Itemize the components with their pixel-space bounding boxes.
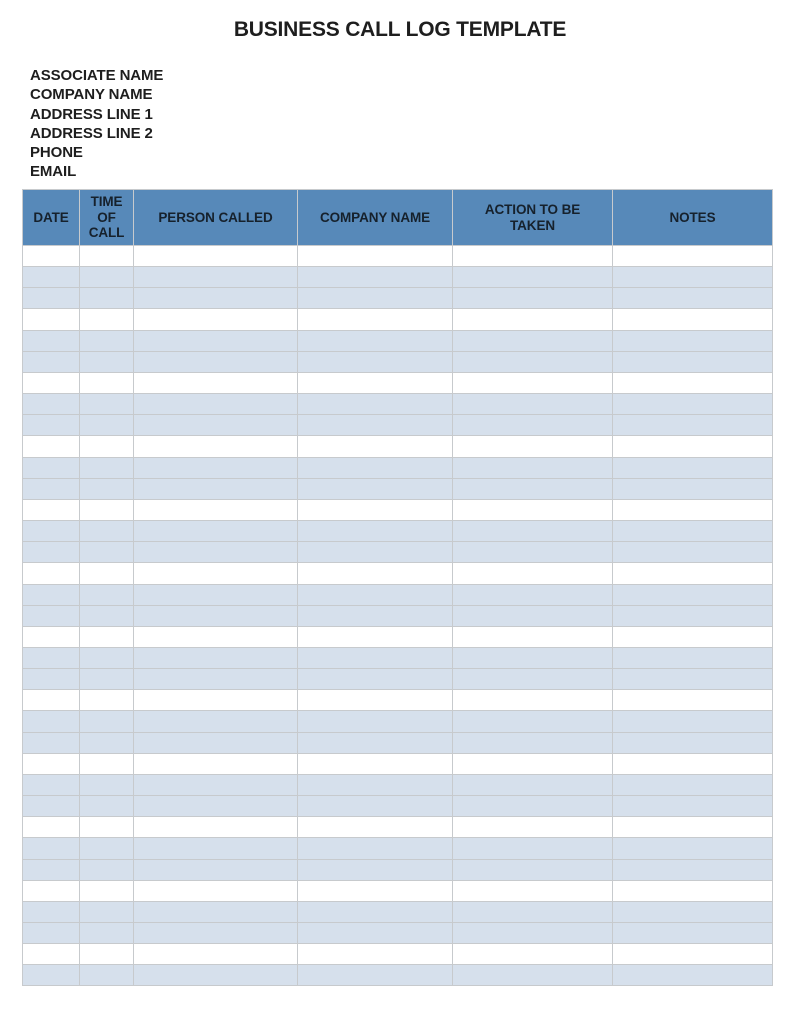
log-cell[interactable] [134,647,298,668]
log-cell[interactable] [298,521,453,542]
log-cell[interactable] [298,626,453,647]
log-cell[interactable] [613,288,773,309]
log-cell[interactable] [80,817,134,838]
log-cell[interactable] [453,415,613,436]
log-cell[interactable] [298,246,453,267]
log-cell[interactable] [80,753,134,774]
log-cell[interactable] [613,944,773,965]
log-cell[interactable] [453,753,613,774]
log-cell[interactable] [453,880,613,901]
log-cell[interactable] [23,711,80,732]
log-cell[interactable] [23,965,80,986]
log-cell[interactable] [23,394,80,415]
log-cell[interactable] [613,753,773,774]
log-cell[interactable] [80,563,134,584]
log-cell[interactable] [80,394,134,415]
log-cell[interactable] [134,288,298,309]
log-cell[interactable] [613,457,773,478]
col-header-person-called [134,190,298,246]
log-cell[interactable] [80,626,134,647]
log-cell[interactable] [134,372,298,393]
log-cell[interactable] [298,478,453,499]
log-cell[interactable] [453,711,613,732]
log-cell[interactable] [134,753,298,774]
log-cell[interactable] [453,267,613,288]
info-line-email: EMAIL [30,163,77,181]
log-cell[interactable] [453,457,613,478]
log-row [23,436,773,457]
log-cell[interactable] [298,859,453,880]
log-cell[interactable] [23,626,80,647]
log-cell[interactable] [453,923,613,944]
log-cell[interactable] [298,288,453,309]
col-header-notes [613,190,773,246]
log-cell[interactable] [23,838,80,859]
log-cell[interactable] [23,521,80,542]
log-cell[interactable] [134,542,298,563]
log-cell[interactable] [80,330,134,351]
log-row [23,965,773,986]
log-cell[interactable] [613,309,773,330]
log-cell[interactable] [613,838,773,859]
log-row [23,521,773,542]
log-cell[interactable] [453,351,613,372]
log-row [23,330,773,351]
log-cell[interactable] [23,859,80,880]
log-cell[interactable] [453,669,613,690]
log-cell[interactable] [613,817,773,838]
log-cell[interactable] [23,901,80,922]
log-cell[interactable] [134,838,298,859]
log-cell[interactable] [23,753,80,774]
log-row [23,605,773,626]
log-cell[interactable] [298,436,453,457]
log-cell[interactable] [23,309,80,330]
log-cell[interactable] [613,478,773,499]
log-row [23,838,773,859]
col-header-company-name-label: COMPANY NAME [319,209,431,225]
log-cell[interactable] [298,415,453,436]
log-cell[interactable] [613,732,773,753]
call-log-table [22,189,773,986]
log-row [23,880,773,901]
log-cell[interactable] [613,542,773,563]
log-row [23,563,773,584]
log-cell[interactable] [298,880,453,901]
log-cell[interactable] [80,944,134,965]
log-cell[interactable] [80,415,134,436]
log-cell[interactable] [453,647,613,668]
log-cell[interactable] [23,457,80,478]
info-line-address-1: ADDRESS LINE 1 [30,105,153,123]
log-cell[interactable] [613,351,773,372]
log-cell[interactable] [613,880,773,901]
log-row [23,923,773,944]
log-cell[interactable] [23,690,80,711]
log-cell[interactable] [134,817,298,838]
log-cell[interactable] [23,246,80,267]
log-row [23,796,773,817]
log-cell[interactable] [134,563,298,584]
log-cell[interactable] [134,774,298,795]
log-cell[interactable] [613,499,773,520]
log-row [23,817,773,838]
log-cell[interactable] [298,605,453,626]
log-cell[interactable] [298,944,453,965]
log-cell[interactable] [613,859,773,880]
log-cell[interactable] [134,478,298,499]
log-cell[interactable] [453,288,613,309]
log-row [23,584,773,605]
log-cell[interactable] [80,880,134,901]
log-cell[interactable] [298,563,453,584]
log-cell[interactable] [298,690,453,711]
log-row [23,753,773,774]
log-cell[interactable] [134,605,298,626]
log-cell[interactable] [80,521,134,542]
log-cell[interactable] [613,669,773,690]
log-cell[interactable] [613,330,773,351]
log-cell[interactable] [453,732,613,753]
log-cell[interactable] [453,584,613,605]
log-cell[interactable] [453,330,613,351]
log-cell[interactable] [613,774,773,795]
log-cell[interactable] [134,521,298,542]
log-cell[interactable] [134,859,298,880]
log-cell[interactable] [613,267,773,288]
log-cell[interactable] [613,415,773,436]
log-cell[interactable] [134,267,298,288]
log-row [23,732,773,753]
log-cell[interactable] [134,880,298,901]
log-cell[interactable] [23,796,80,817]
log-cell[interactable] [453,563,613,584]
log-cell[interactable] [134,584,298,605]
log-row [23,647,773,668]
log-cell[interactable] [80,923,134,944]
log-cell[interactable] [80,859,134,880]
col-header-person-called-label: PERSON CALLED [158,209,273,225]
log-cell[interactable] [23,605,80,626]
log-cell[interactable] [298,901,453,922]
log-cell[interactable] [23,267,80,288]
log-cell[interactable] [613,923,773,944]
log-cell[interactable] [23,669,80,690]
log-cell[interactable] [134,965,298,986]
log-cell[interactable] [613,626,773,647]
log-row [23,499,773,520]
log-cell[interactable] [613,394,773,415]
log-cell[interactable] [613,901,773,922]
log-cell[interactable] [298,309,453,330]
log-cell[interactable] [134,901,298,922]
log-cell[interactable] [80,457,134,478]
log-cell[interactable] [80,690,134,711]
table-header-row [23,190,773,246]
log-cell[interactable] [80,351,134,372]
col-header-company-name [298,190,453,246]
log-row [23,944,773,965]
log-cell[interactable] [23,944,80,965]
log-cell[interactable] [453,521,613,542]
log-cell[interactable] [298,732,453,753]
info-line-phone: PHONE [30,144,83,162]
log-cell[interactable] [80,246,134,267]
log-cell[interactable] [134,669,298,690]
log-cell[interactable] [613,563,773,584]
log-cell[interactable] [298,584,453,605]
info-line-associate-name: ASSOCIATE NAME [30,67,164,84]
col-header-date-label: DATE [33,209,69,225]
log-cell[interactable] [453,626,613,647]
log-cell[interactable] [134,626,298,647]
log-cell[interactable] [453,838,613,859]
page-title: BUSINESS CALL LOG TEMPLATE [233,18,567,41]
log-cell[interactable] [23,372,80,393]
col-header-notes-label: NOTES [669,209,716,225]
log-cell[interactable] [613,965,773,986]
log-cell[interactable] [298,457,453,478]
log-cell[interactable] [298,669,453,690]
log-row [23,901,773,922]
log-row [23,711,773,732]
log-cell[interactable] [134,690,298,711]
log-row [23,859,773,880]
log-cell[interactable] [298,351,453,372]
log-cell[interactable] [298,817,453,838]
log-cell[interactable] [23,351,80,372]
log-row [23,774,773,795]
log-cell[interactable] [613,711,773,732]
log-cell[interactable] [80,901,134,922]
info-line-address-2: ADDRESS LINE 2 [30,124,153,142]
log-cell[interactable] [298,774,453,795]
log-row [23,394,773,415]
log-cell[interactable] [134,944,298,965]
log-row [23,690,773,711]
log-cell[interactable] [613,436,773,457]
log-cell[interactable] [23,330,80,351]
log-row [23,246,773,267]
log-row [23,542,773,563]
col-header-time-of-call-label: TIME OF CALL [88,193,125,241]
log-cell[interactable] [453,478,613,499]
log-cell[interactable] [134,351,298,372]
log-cell[interactable] [80,478,134,499]
log-cell[interactable] [134,394,298,415]
log-cell[interactable] [298,965,453,986]
log-cell[interactable] [23,478,80,499]
log-cell[interactable] [80,965,134,986]
log-row [23,457,773,478]
log-cell[interactable] [80,372,134,393]
log-cell[interactable] [134,309,298,330]
log-cell[interactable] [23,647,80,668]
col-header-date [23,190,80,246]
log-cell[interactable] [453,499,613,520]
log-cell[interactable] [134,711,298,732]
log-cell[interactable] [453,859,613,880]
log-cell[interactable] [23,774,80,795]
log-cell[interactable] [613,246,773,267]
log-cell[interactable] [23,415,80,436]
log-cell[interactable] [80,542,134,563]
log-cell[interactable] [298,330,453,351]
log-cell[interactable] [453,605,613,626]
log-cell[interactable] [134,246,298,267]
log-cell[interactable] [298,796,453,817]
log-cell[interactable] [453,309,613,330]
log-cell[interactable] [453,817,613,838]
log-cell[interactable] [80,711,134,732]
log-cell[interactable] [298,542,453,563]
col-header-time-of-call [80,190,134,246]
log-cell[interactable] [134,457,298,478]
log-row [23,267,773,288]
log-cell[interactable] [80,499,134,520]
log-cell[interactable] [80,584,134,605]
log-cell[interactable] [80,647,134,668]
log-cell[interactable] [23,923,80,944]
info-block [30,66,163,182]
log-row [23,372,773,393]
log-cell[interactable] [134,796,298,817]
log-cell[interactable] [453,796,613,817]
col-header-action [453,190,613,246]
log-cell[interactable] [298,499,453,520]
log-cell[interactable] [613,521,773,542]
log-cell[interactable] [453,690,613,711]
log-cell[interactable] [23,563,80,584]
log-cell[interactable] [134,923,298,944]
log-row [23,478,773,499]
log-cell[interactable] [613,647,773,668]
log-cell[interactable] [298,372,453,393]
log-cell[interactable] [80,669,134,690]
log-cell[interactable] [613,605,773,626]
log-cell[interactable] [298,711,453,732]
log-row [23,288,773,309]
log-cell[interactable] [453,965,613,986]
log-cell[interactable] [80,288,134,309]
log-cell[interactable] [613,584,773,605]
log-cell[interactable] [23,288,80,309]
log-cell[interactable] [134,436,298,457]
log-cell[interactable] [23,732,80,753]
log-cell[interactable] [80,267,134,288]
log-cell[interactable] [134,499,298,520]
log-cell[interactable] [453,436,613,457]
log-row [23,351,773,372]
log-row [23,669,773,690]
log-cell[interactable] [80,732,134,753]
log-cell[interactable] [613,372,773,393]
log-cell[interactable] [298,923,453,944]
log-cell[interactable] [134,415,298,436]
log-cell[interactable] [23,542,80,563]
log-cell[interactable] [23,436,80,457]
log-cell[interactable] [80,309,134,330]
log-cell[interactable] [298,647,453,668]
log-cell[interactable] [453,394,613,415]
log-cell[interactable] [453,372,613,393]
log-cell[interactable] [453,774,613,795]
col-header-action-label: ACTION TO BE TAKEN [484,201,581,233]
log-cell[interactable] [453,901,613,922]
log-row [23,626,773,647]
info-line-company-name: COMPANY NAME [30,86,153,104]
log-cell[interactable] [23,880,80,901]
log-cell[interactable] [134,330,298,351]
log-row [23,309,773,330]
log-cell[interactable] [298,394,453,415]
log-cell[interactable] [298,838,453,859]
log-cell[interactable] [80,436,134,457]
log-cell[interactable] [80,605,134,626]
log-cell[interactable] [298,753,453,774]
log-cell[interactable] [80,796,134,817]
log-cell[interactable] [80,838,134,859]
log-cell[interactable] [23,499,80,520]
log-row [23,415,773,436]
log-cell[interactable] [23,584,80,605]
log-cell[interactable] [134,732,298,753]
log-cell[interactable] [298,267,453,288]
log-cell[interactable] [453,246,613,267]
table-body [23,246,773,986]
log-cell[interactable] [453,944,613,965]
log-cell[interactable] [80,774,134,795]
log-cell[interactable] [23,817,80,838]
log-cell[interactable] [613,796,773,817]
log-cell[interactable] [613,690,773,711]
log-cell[interactable] [453,542,613,563]
